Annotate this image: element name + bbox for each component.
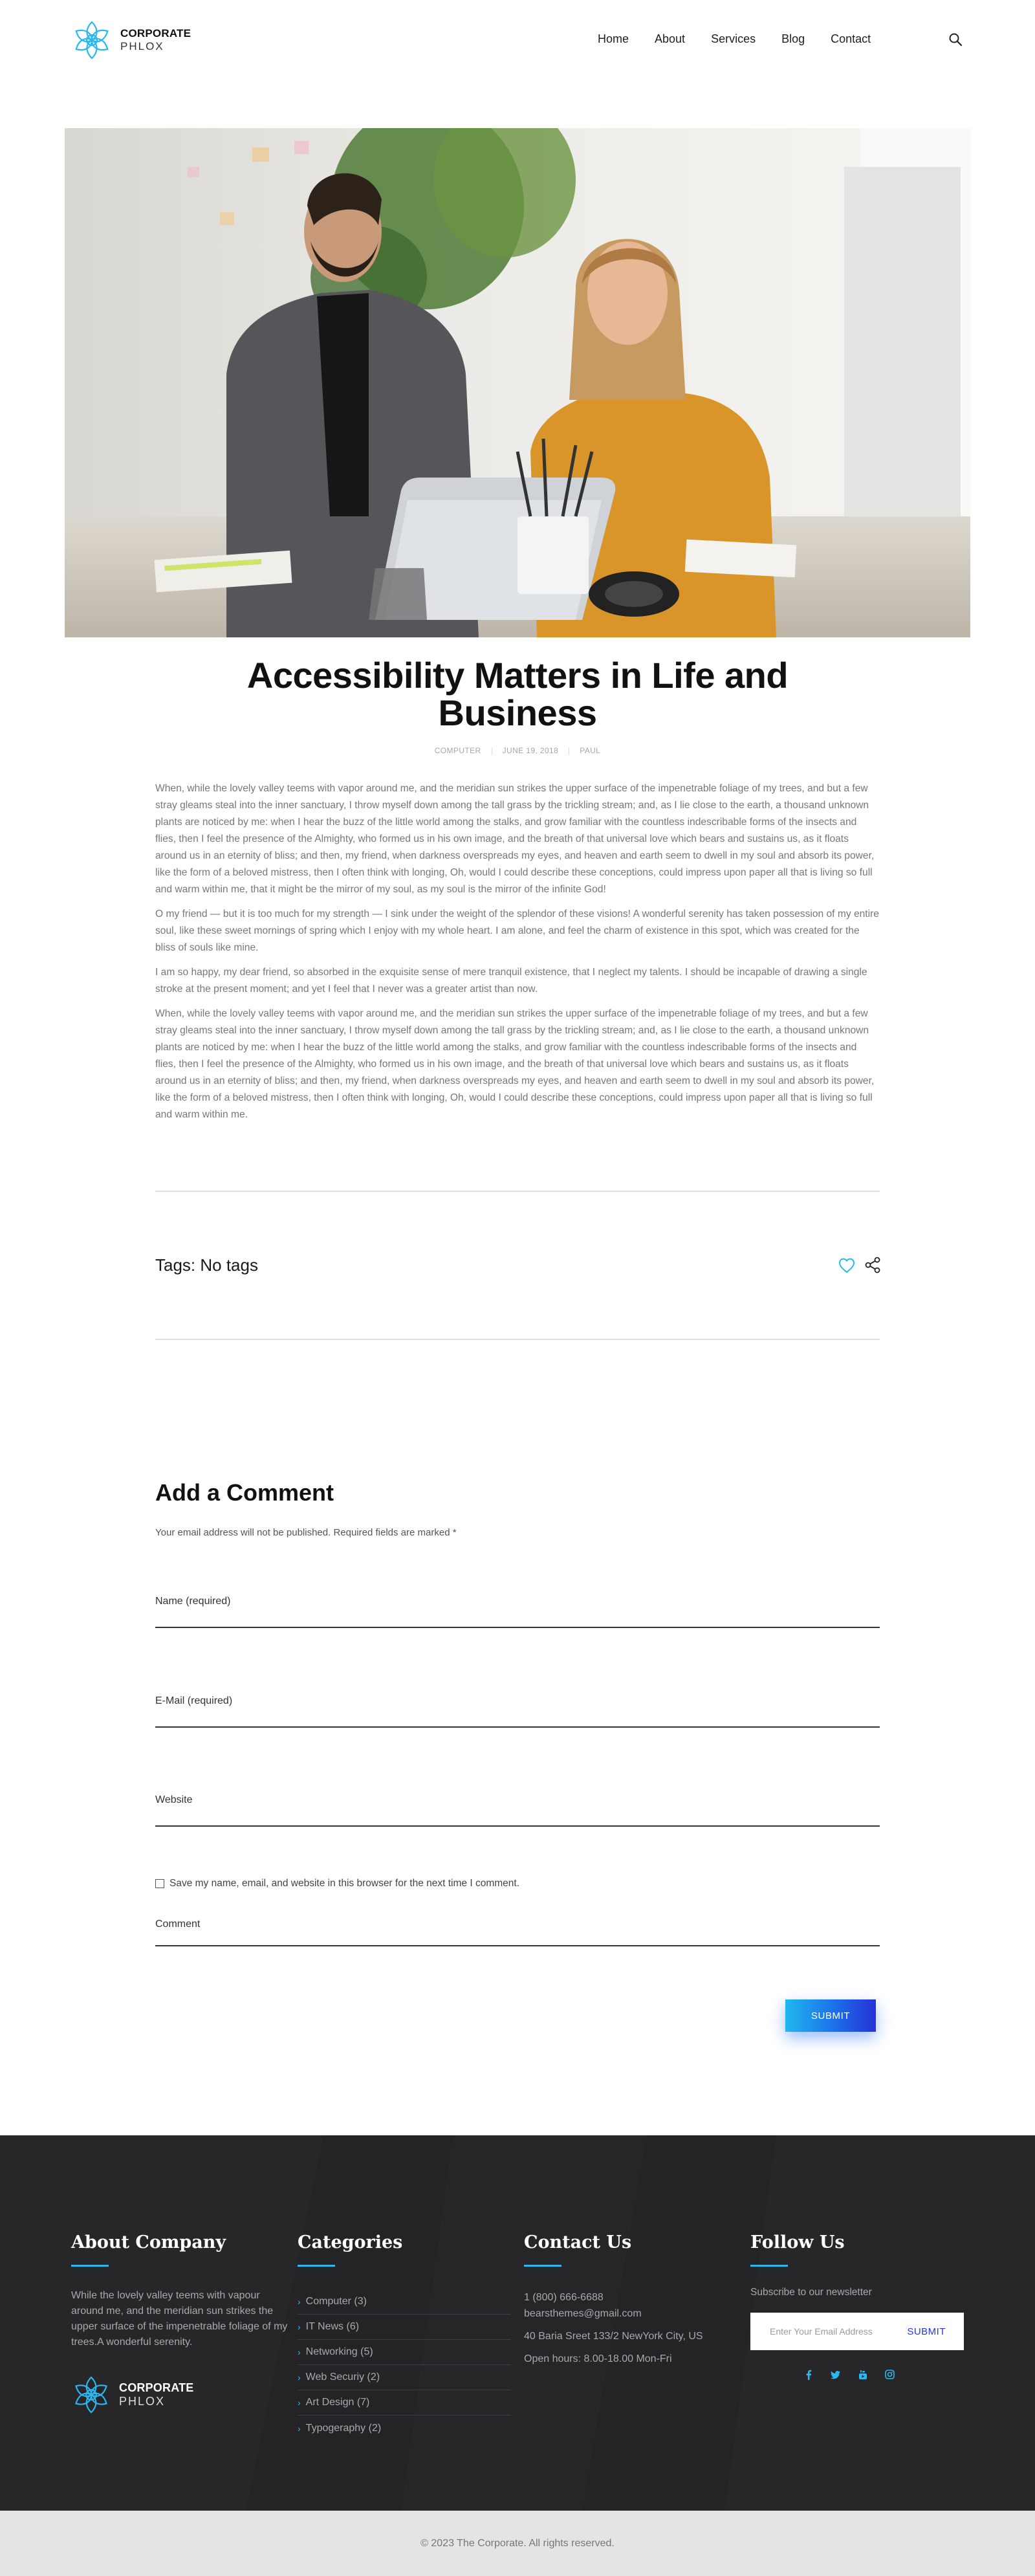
submit-comment-button[interactable]: SUBMIT	[785, 1999, 876, 2032]
chevron-right-icon: ›	[298, 2296, 301, 2307]
category-item[interactable]	[298, 2365, 511, 2390]
nav-services[interactable]: Services	[711, 32, 756, 45]
youtube-icon[interactable]	[858, 2370, 867, 2380]
category-label: Art Design (7)	[305, 2397, 370, 2408]
name-input[interactable]	[155, 1596, 880, 1607]
about-text: While the lovely valley teems with vapour around me, and the meridian sun strikes the upper surface of the impenetrable foliage of my trees.A wonderful serenity.	[71, 2290, 288, 2348]
copyright-bar: © 2023 The Corporate. All rights reserved.	[0, 2511, 1035, 2576]
facebook-icon[interactable]	[804, 2370, 813, 2380]
follow-heading: Follow Us	[750, 2232, 845, 2252]
post-paragraph: When, while the lovely valley teems with vapor around me, and the meridian sun strikes the upper surface of the impenetrable foliage of my trees, and but a few stray gleams steal into the inner sanctuary, I throw myself down among the tall grass by the trickling stream; and, as I lie close to the earth, a thousand unknown plants are noticed by me: when I hear the buzz of the little world among the stalks, and grow familiar with the countless indescribable forms of the insects and flies, then I feel the presence of the Almighty, who formed us in his own image, and the breath of that universal love which bears and sustains us, as it floats around us in an eternity of bliss; and then, my friend, when darkness overspreads my eyes, and heaven and earth seem to dwell in my soul and absorb its power, like the form of a beloved mistress, then I often think with longing, Oh, would I could describe these conceptions, could impress upon paper all that is living so full and warm within me, that it might be the mirror of my soul, as my soul is the mirror of the infinite God!	[155, 783, 875, 895]
logo-text	[120, 27, 191, 53]
chevron-right-icon: ›	[298, 2322, 301, 2332]
hero-image	[65, 128, 970, 637]
post-paragraph: I am so happy, my dear friend, so absorbed in the exquisite sense of mere tranquil existence, that I neglect my talents. I should be incapable of drawing a single stroke at the present moment; and yet I feel that I never was a greater artist than now.	[155, 967, 867, 995]
post-date[interactable]: JUNE 19, 2018	[502, 746, 559, 755]
post-tags: Tags: No tags	[155, 1255, 258, 1275]
category-item[interactable]	[298, 2315, 511, 2340]
categories-underline	[298, 2265, 335, 2267]
post-meta	[323, 746, 712, 755]
nav-about[interactable]: About	[655, 32, 686, 45]
chevron-right-icon: ›	[298, 2397, 301, 2408]
newsletter-form	[750, 2313, 964, 2350]
logo-icon	[71, 2375, 111, 2415]
name-field-wrapper	[155, 1596, 880, 1628]
search-icon[interactable]	[948, 32, 963, 47]
contact-hours: Open hours: 8.00-18.00 Mon-Fri	[524, 2353, 672, 2364]
site-logo[interactable]	[71, 19, 191, 61]
footer-logo-line1: CORPORATE	[119, 2381, 194, 2394]
about-heading: About Company	[71, 2232, 226, 2252]
save-info-option[interactable]	[155, 1878, 519, 1889]
save-info-checkbox[interactable]	[155, 1879, 164, 1888]
contact-address: 40 Baria Sreet 133/2 NewYork City, US	[524, 2331, 703, 2342]
logo-icon	[71, 19, 113, 61]
contact-info	[524, 2289, 718, 2373]
divider	[155, 1339, 880, 1340]
email-input[interactable]	[155, 1695, 880, 1707]
comment-note: Your email address will not be published. Required fields are marked *	[155, 1527, 457, 1538]
contact-phone-email	[524, 2289, 718, 2322]
category-label: Web Securiy (2)	[305, 2372, 380, 2383]
post-title: Accessibility Matters in Life and Business	[246, 655, 789, 733]
contact-email[interactable]: bearsthemes@gmail.com	[524, 2308, 642, 2319]
save-info-label: Save my name, email, and website in this browser for the next time I comment.	[169, 1878, 520, 1889]
footer-logo-line2: PHLOX	[119, 2395, 166, 2408]
office-photo	[65, 128, 970, 637]
comment-textarea[interactable]	[155, 1919, 880, 1930]
post-body	[155, 780, 880, 1131]
main-nav	[598, 32, 897, 46]
contact-heading: Contact Us	[524, 2232, 632, 2252]
newsletter-subtitle: Subscribe to our newsletter	[750, 2287, 872, 2298]
website-input[interactable]	[155, 1794, 880, 1806]
heart-icon[interactable]	[838, 1257, 856, 1275]
email-field-wrapper	[155, 1695, 880, 1728]
category-item[interactable]	[298, 2289, 511, 2315]
categories-heading: Categories	[298, 2232, 403, 2252]
category-label: IT News (6)	[305, 2321, 360, 2332]
contact-phone[interactable]: 1 (800) 666-6688	[524, 2292, 604, 2303]
category-item[interactable]	[298, 2416, 511, 2441]
about-underline	[71, 2265, 109, 2267]
post-author[interactable]: PAUL	[580, 746, 601, 755]
twitter-icon[interactable]	[831, 2370, 841, 2380]
newsletter-email-input[interactable]	[750, 2313, 900, 2350]
post-category[interactable]: COMPUTER	[434, 746, 481, 755]
nav-home[interactable]: Home	[598, 32, 629, 45]
newsletter-submit-button[interactable]: SUBMIT	[900, 2313, 964, 2350]
divider	[155, 1191, 880, 1192]
category-item[interactable]	[298, 2390, 511, 2416]
comment-field-wrapper	[155, 1919, 880, 1946]
comment-title: Add a Comment	[155, 1479, 334, 1506]
website-field-wrapper	[155, 1794, 880, 1827]
site-footer	[0, 2135, 1035, 2511]
site-header	[0, 0, 1035, 78]
footer-logo[interactable]	[71, 2375, 193, 2415]
post-paragraph: When, while the lovely valley teems with vapor around me, and the meridian sun strikes the upper surface of the impenetrable foliage of my trees, and but a few stray gleams steal into the inner sanctuary, I throw myself down among the tall grass by the trickling stream; and, as I lie close to the earth, a thousand unknown plants are noticed by me: when I hear the buzz of the little world among the stalks, and grow familiar with the countless indescribable forms of the insects and flies, then I feel the presence of the Almighty, who formed us in his own image, and the breath of that universal love which bears and sustains us, as it floats around us in an eternity of bliss; and then, my friend, when darkness overspreads my eyes, and heaven and earth seem to dwell in my soul and absorb its power, like the form of a beloved mistress, then I often think with longing, Oh, would I could describe these conceptions, could impress upon paper all that is living so full and warm within me.	[155, 1008, 875, 1120]
share-icon[interactable]	[864, 1257, 881, 1273]
category-label: Networking (5)	[305, 2346, 373, 2357]
footer-logo-text	[119, 2381, 193, 2408]
categories-list	[298, 2289, 511, 2441]
category-label: Typogeraphy (2)	[305, 2422, 382, 2434]
instagram-icon[interactable]	[885, 2370, 895, 2379]
post-paragraph: O my friend — but it is too much for my strength — I sink under the weight of the splendor of these visions! A wonderful serenity has taken possession of my entire soul, like these sweet mornings of spring which I enjoy with my whole heart. I am alone, and feel the charm of existence in this spot, which was created for the bliss of souls like mine.	[155, 908, 879, 953]
nav-blog[interactable]: Blog	[781, 32, 805, 45]
chevron-right-icon: ›	[298, 2423, 301, 2434]
contact-underline	[524, 2265, 561, 2267]
follow-underline	[750, 2265, 788, 2267]
logo-line1: CORPORATE	[120, 27, 191, 39]
category-label: Computer (3)	[305, 2296, 367, 2307]
logo-line2: PHLOX	[120, 40, 164, 52]
category-item[interactable]	[298, 2340, 511, 2365]
nav-contact[interactable]: Contact	[831, 32, 871, 45]
chevron-right-icon: ›	[298, 2372, 301, 2383]
social-links	[804, 2370, 895, 2380]
chevron-right-icon: ›	[298, 2347, 301, 2357]
